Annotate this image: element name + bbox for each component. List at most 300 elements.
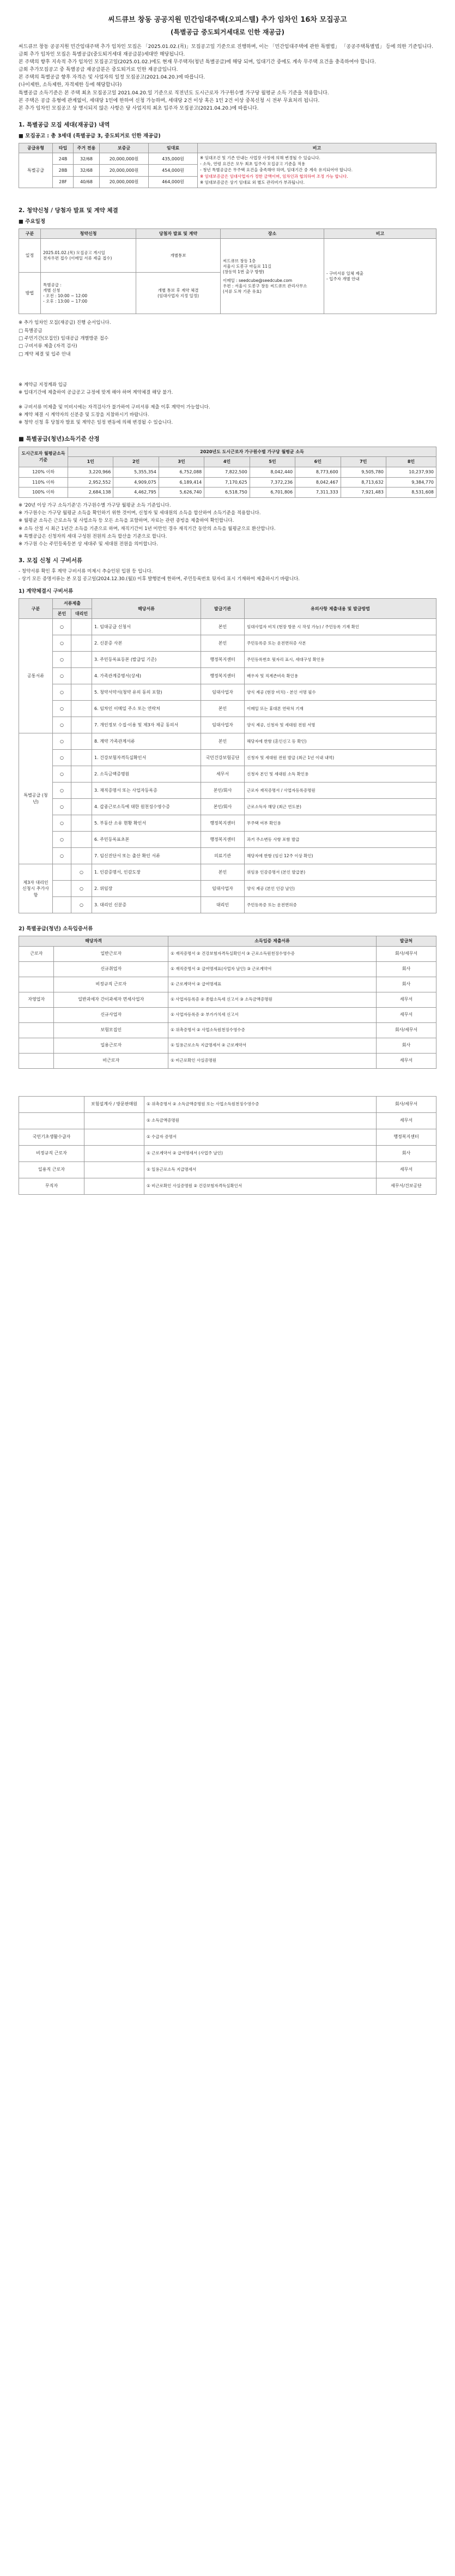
table-cell: ○ [53, 766, 71, 783]
table-cell [41, 273, 136, 314]
table-cell: 40/68 [74, 176, 100, 188]
table-cell: ○ [53, 733, 71, 750]
table-cell [19, 1112, 84, 1129]
table-cell: 무주택 여부 확인용 [245, 815, 436, 832]
cell-line: 개별통보 [170, 252, 186, 258]
table-cell: 5,355,354 [113, 467, 159, 477]
documents-intro: - 청약서류 확인 후 계약 구비서류 미제시 추승인된 입원 등 입니다. [19, 568, 153, 574]
table-cell: 2,952,552 [68, 477, 113, 487]
table-cell: 신청자 및 세대원 전원 발급 (최근 1년 이내 내역) [245, 750, 436, 766]
income-note: ※ 가구원수는 가구당 월평균 소득을 확인하기 위한 것이며, 신청자 및 세대원의 소득을 합산하여 소득기준을 적용합니다. [19, 510, 261, 516]
income-docs-subheading: 2) 특별공급(청년) 소득입증서류 [19, 926, 93, 932]
table-cell: 양식 제공 (현장 비치) - 본인 서명 필수 [245, 684, 436, 701]
table-cell: ○ [71, 897, 92, 913]
table-cell [71, 783, 92, 799]
table-cell: ① 위촉증명서 ② 소득금액증명원 또는 사업소득원천징수영수증 [144, 1096, 377, 1112]
table-cell: 대리인 [201, 897, 245, 913]
table-cell: 세무서 [377, 1007, 436, 1022]
table-cell: 본인/회사 [201, 783, 245, 799]
cell-line: - 오전 : 10:00 ~ 12:00 [43, 293, 88, 298]
table-cell [71, 684, 92, 701]
table-header: 본인 [53, 609, 71, 619]
table-cell: 본인 [201, 619, 245, 635]
table-cell: ① 일용근로소득 지급명세서 [144, 1161, 377, 1178]
table-cell: 행정복지센터 [201, 815, 245, 832]
table-cell: 100% 이하 [19, 487, 68, 498]
table-cell: ① 수급자 증명서 [144, 1129, 377, 1145]
cell-line: (서류 도착 기준 유효) [223, 289, 262, 294]
table-cell: 8,042,440 [250, 467, 295, 477]
income-table [19, 447, 436, 498]
table-cell: 464,000원 [149, 176, 198, 188]
table-cell [71, 668, 92, 684]
remark-line: - 소득, 연령 요건은 모두 최초 입주자 모집공고 기준을 적용 [200, 161, 306, 167]
table-cell [41, 239, 136, 273]
cell-line: 전자우편 접수 (이메일 서류 제출 접수) [43, 255, 112, 261]
table-cell [53, 897, 71, 913]
table-cell: 7,822,500 [204, 467, 250, 477]
table-row [19, 832, 436, 848]
table-cell: 근로자 재직증명서 / 사업자등록증명원 [245, 783, 436, 799]
cell-line: - 입주자 개별 안내 [326, 276, 360, 281]
table-row [19, 1007, 436, 1022]
table-cell [84, 1161, 144, 1178]
table-cell: 국민기초생활수급자 [19, 1129, 84, 1145]
table-row [19, 977, 436, 992]
section-subheading-schedule: ■ 주요일정 [19, 219, 45, 225]
table-header: 해당자격 [19, 936, 168, 947]
table-cell: 28F [53, 176, 74, 188]
table-cell: 행정복지센터 [377, 1129, 436, 1145]
table-cell: 3. 대리인 신분증 [92, 897, 201, 913]
table-cell: 1. 인감증명서, 인감도장 [92, 864, 201, 881]
table-cell [71, 717, 92, 733]
table-cell: 1. 건강보험자격득실확인서 [92, 750, 201, 766]
remark-line: ※ 임대조건 및 기존 안내는 사업장 사정에 의해 변경될 수 있습니다. [200, 155, 320, 161]
group-label: 특별공급 (청년) [19, 733, 53, 864]
table-cell: ① 위촉증명서 ② 사업소득원천징수영수증 [168, 1022, 377, 1038]
table-cell: 일용근로자 [54, 1038, 168, 1053]
group-label: 제3자 대리인 신청시 추가사항 [19, 864, 53, 913]
section-heading-schedule: 2. 청약신청 / 당첨자 발표 및 계약 체결 [19, 207, 118, 214]
table-cell [84, 1129, 144, 1145]
table-cell [221, 239, 324, 314]
table-cell: 본인 [201, 864, 245, 881]
table-cell: 임대사업자 [201, 717, 245, 733]
table-cell: ① 소득금액증명원 [144, 1112, 377, 1129]
table-cell [71, 635, 92, 652]
table-cell: ○ [53, 783, 71, 799]
income-docs-table [19, 936, 436, 1069]
table-cell: 일반과세자 간이과세자 면세사업자 [54, 992, 168, 1007]
process-line: □ 계약 체결 및 입주 안내 [19, 351, 71, 357]
table-cell: 임대사업자 비치 (현장 방문 시 작성 가능) / 주민등록 기재 확인 [245, 619, 436, 635]
table-cell: 8,042,467 [295, 477, 341, 487]
table-cell: 435,000원 [149, 153, 198, 165]
table-cell: 위임용 인감증명서 (본인 발급분) [245, 864, 436, 881]
remark-line: ※ 임대보증금은 임대사업자가 정한 금액이며, 임차인과 협의하여 조정 가능 합니다. [200, 173, 348, 179]
table-cell [71, 652, 92, 668]
table-cell: ○ [53, 668, 71, 684]
supply-table [19, 143, 436, 188]
cell-line: 이메일 : seedcube@seedcube.com [223, 278, 293, 283]
table-row [19, 1112, 436, 1129]
table-cell: 8,531,608 [386, 487, 436, 498]
table-header: 1인 [68, 457, 113, 467]
table-cell: 120% 이하 [19, 467, 68, 477]
table-header: 발급기관 [201, 599, 245, 619]
table-row [19, 652, 436, 668]
table-cell [71, 815, 92, 832]
table-cell: 해당자에 한함 (혼인신고 등 확인) [245, 733, 436, 750]
table-cell: ○ [53, 684, 71, 701]
table-cell: ○ [53, 701, 71, 717]
page-title: 씨드큐브 창동 공공지원 민간임대주택(오피스텔) 추가 임차인 16차 모집공고 [108, 16, 347, 24]
table-cell: 28B [53, 165, 74, 176]
table-cell: 과거 주소변동 사항 포함 발급 [245, 832, 436, 848]
table-cell: 주민등록증 또는 운전면허증 [245, 897, 436, 913]
intro-line: 씨드큐브 창동 공공지원 민간임대주택 추가 임차인 모집은 「2025.01.02.(목)」모집공고일 기준으로 진행하며, 이는 「민간임대주택에 관한 특별법」 「공공주택특별법」 등에 의한 기준입니다. [19, 44, 433, 50]
table-header: 도시근로자 월평균소득 기준 [19, 447, 68, 467]
process-line: □ 특별공급 [19, 328, 43, 334]
table-cell: ○ [71, 881, 92, 897]
table-cell [324, 239, 436, 314]
table-row [19, 783, 436, 799]
table-header: 비고 [198, 143, 436, 153]
table-cell: 방법 [19, 273, 41, 314]
table-cell: 일반근로자 [54, 946, 168, 961]
table-cell: 회사 [377, 961, 436, 977]
table-header: 발급처 [377, 936, 436, 947]
table-cell: ○ [53, 750, 71, 766]
group-label: 공통서류 [19, 619, 53, 733]
table-cell: 5,626,740 [159, 487, 204, 498]
cell-line: - 구비서류 일체 제출 [326, 270, 363, 276]
table-header: 4인 [204, 457, 250, 467]
intro-line: 금회 추가모집공고 중 특별공급 재공급분은 중도퇴거로 인한 재공급입니다. [19, 67, 178, 73]
remark-line: ※ 임대보증금은 상기 임대료 외 별도 관리비가 부과됩니다. [200, 179, 305, 185]
table-cell: 8. 계약 가족관계서류 [92, 733, 201, 750]
section-heading-supply: 1. 특별공급 모집 세대(재공급) 내역 [19, 121, 110, 128]
table-row [19, 1038, 436, 1053]
table-header: 3인 [159, 457, 204, 467]
table-cell: 세무서 [377, 1053, 436, 1068]
table-cell: 10,237,930 [386, 467, 436, 477]
table-cell: 4. 갑종근로소득에 대한 원천징수영수증 [92, 799, 201, 815]
table-cell: 2. 위임장 [92, 881, 201, 897]
table-cell: 행정복지센터 [201, 668, 245, 684]
table-row [19, 992, 436, 1007]
table-cell [71, 750, 92, 766]
table-header: 5인 [250, 457, 295, 467]
section-heading-income: ■ 특별공급(청년)소득기준 산정 [19, 435, 100, 442]
table-row [19, 1096, 436, 1112]
table-header: 2인 [113, 457, 159, 467]
table-cell: 비정규직 근로자 [54, 977, 168, 992]
table-cell: 4,909,075 [113, 477, 159, 487]
table-row [19, 1053, 436, 1068]
cell-line: 씨드큐브 창동 1층 [223, 258, 256, 263]
table-header: 주거 전용 [74, 143, 100, 153]
table-cell: 양식 제공, 신청자 및 세대원 전원 서명 [245, 717, 436, 733]
table-cell: 5. 청약서약서(청약 유의 동의 포함) [92, 684, 201, 701]
table-cell: 본인/회사 [201, 799, 245, 815]
table-header: 타입 [53, 143, 74, 153]
table-cell: 454,000원 [149, 165, 198, 176]
table-cell [19, 1096, 84, 1112]
table-cell: 자영업자 [19, 992, 54, 1007]
documents-table [19, 598, 436, 913]
table-row [19, 701, 436, 717]
table-cell: 특별공급 [19, 153, 53, 188]
table-row [19, 881, 436, 897]
income-note: ※ 월평균 소득은 근로소득 및 사업소득 등 모든 소득을 포함하며, 자료는 관련 증빙을 제출하여 확인합니다. [19, 518, 234, 524]
table-cell: 신규취업자 [54, 961, 168, 977]
table-row [19, 946, 436, 961]
table-cell: 세무서 [377, 992, 436, 1007]
table-row [19, 1161, 436, 1178]
table-cell: ① 사업자등록증 ② 부가가치세 신고서 [168, 1007, 377, 1022]
table-cell: 해당자에 한함 (임신 12주 이상 확인) [245, 848, 436, 864]
table-cell: ① 비근로확인 사실증명원 ② 건강보험자격득실확인서 [144, 1178, 377, 1194]
table-cell: 임대사업자 [201, 881, 245, 897]
table-cell: 110% 이하 [19, 477, 68, 487]
table-cell: 7,170,625 [204, 477, 250, 487]
table-cell: 배우자 및 직계존비속 확인용 [245, 668, 436, 684]
table-cell [19, 1053, 54, 1068]
table-cell: 양식 제공 (본인 인감 날인) [245, 881, 436, 897]
table-row [19, 815, 436, 832]
table-cell [19, 1007, 54, 1022]
table-cell: 6,189,414 [159, 477, 204, 487]
table-cell [53, 864, 71, 881]
table-cell [71, 766, 92, 783]
intro-line: (나이제한, 소득제한, 자격제한 등에 해당합니다) [19, 82, 122, 88]
table-cell: ① 근로계약서 ② 급여명세표 [168, 977, 377, 992]
table-row [19, 848, 436, 864]
table-cell: 회사 [377, 1145, 436, 1161]
income-note: ※ 소득 산정 시 최근 1년간 소득을 기준으로 하며, 재직기간이 1년 미만인 경우 재직기간 동안의 소득을 월평균으로 환산합니다. [19, 526, 276, 532]
table-row [19, 733, 436, 750]
table-cell: 행정복지센터 [201, 652, 245, 668]
table-cell: ① 사업자등록증 ② 종합소득세 신고서 ③ 소득금액증명원 [168, 992, 377, 1007]
table-header: 공급유형 [19, 143, 53, 153]
table-cell [19, 977, 54, 992]
table-cell [84, 1178, 144, 1194]
table-cell: 7,311,333 [295, 487, 341, 498]
cell-line: 서울시 도봉구 마들로 11길 [223, 263, 272, 269]
table-cell: 신청자 본인 및 세대원 소득 확인용 [245, 766, 436, 783]
table-cell: 20,000,000원 [100, 176, 149, 188]
table-cell: 회사/세무서 [377, 946, 436, 961]
intro-line: 본 추가 임차인 모집공고 상 명시되지 않은 사항은 당 사업지의 최초 입주자 모집공고(2021.04.20.)에 따릅니다. [19, 105, 259, 111]
table-cell: 2,684,138 [68, 487, 113, 498]
table-header: 당첨자 발표 및 계약 [136, 228, 221, 239]
table-row [19, 717, 436, 733]
intro-line: 본 주택의 특별공급 향후 자격은 및 사업자의 일정 모집공고(2021.04.20.)에 따릅니다. [19, 75, 205, 81]
table-cell: 1. 임대공급 신청서 [92, 619, 201, 635]
table-header: 6인 [295, 457, 341, 467]
table-cell: 9,384,770 [386, 477, 436, 487]
table-row [19, 619, 436, 635]
table-header: 구분 [19, 228, 41, 239]
intro-line: 본 주택의 향후 지속적 추가 임차인 모집공고일(2025.01.02.)에도 현재 무주택자(청년 특별공급)에 해당 되며, 입대기간 중에도 계속 무주택 요건을 충족하여야 합니다. [19, 59, 376, 65]
table-cell: 7. 임신진단서 또는 출산 확인 서류 [92, 848, 201, 864]
intro-line: 금회 추가 임차인 모집은 특별공급(중도퇴거세대 재공급분)세대만 해당됩니다. [19, 52, 185, 58]
table-cell: 32/68 [74, 153, 100, 165]
intro-line: 특별공급 소득기준은 본 주택 최초 모집공고일 2021.04.20.일 기준으로 직전년도 도시근로자 가구원수별 가구당 월평균 소득 기준을 적용합니다. [19, 90, 329, 96]
table-row [19, 897, 436, 913]
table-cell: 근로자 [19, 946, 54, 961]
table-row [19, 1178, 436, 1194]
table-cell: 4. 가족관계증명서(상세) [92, 668, 201, 684]
table-cell: ○ [53, 848, 71, 864]
table-cell: ① 재직증명서 ② 급여명세표(사업자 날인) ③ 근로계약서 [168, 961, 377, 977]
table-cell: 보험설계사 / 방문판매원 [84, 1096, 144, 1112]
table-row [19, 799, 436, 815]
table-cell: ① 일용근로소득 지급명세서 ② 근로계약서 [168, 1038, 377, 1053]
table-header: 8인 [386, 457, 436, 467]
table-header: 7인 [341, 457, 386, 467]
table-cell: 세무서/건보공단 [377, 1178, 436, 1194]
documents-subheading: 1) 계약체결시 구비서류 [19, 588, 74, 595]
table-cell: 본인 [201, 635, 245, 652]
table-cell: 6. 주민등록표초본 [92, 832, 201, 848]
table-cell: 보험모집인 [54, 1022, 168, 1038]
table-cell [53, 881, 71, 897]
table-cell [84, 1145, 144, 1161]
table-cell: 비근로자 [54, 1053, 168, 1068]
remark-line: - 청년 특별공급은 무주택 요건을 충족해야 하며, 임대기간 중 계속 유지되어야 합니다. [200, 167, 353, 173]
table-cell: 6,701,806 [250, 487, 295, 498]
table-cell: 9,505,780 [341, 467, 386, 477]
table-row [19, 684, 436, 701]
table-cell: 주민등록번호 뒷자리 표시, 세대구성 확인용 [245, 652, 436, 668]
table-header: 대리인 [71, 609, 92, 619]
process-line: □ 구비서류 제출 (자격 검사) [19, 344, 77, 350]
table-cell: ○ [53, 799, 71, 815]
table-cell: 6,518,750 [204, 487, 250, 498]
table-cell: 7. 개인정보 수집·이용 및 제3자 제공 동의서 [92, 717, 201, 733]
table-cell: ① 재직증명서 ② 건강보험자격득실확인서 ③ 근로소득원천징수영수증 [168, 946, 377, 961]
table-cell: 6,752,088 [159, 467, 204, 477]
cell-line: 개별 신청 [43, 287, 60, 293]
table-cell [84, 1112, 144, 1129]
table-cell: ○ [71, 864, 92, 881]
table-cell [136, 273, 221, 314]
table-cell: 세무서 [377, 1161, 436, 1178]
table-header: 청약신청 [41, 228, 136, 239]
intro-block [19, 44, 436, 112]
process-line: □ 주민기간(모집인) 임대공급 개별방문 접수 [19, 336, 109, 342]
note-line: ※ 입대기간에 제출하여 공급공고 규정에 맞게 해야 하며 계약체결 해당 불가. [19, 390, 173, 396]
table-cell: 근로소득자 해당 (최근 연도분) [245, 799, 436, 815]
table-cell: 20,000,000원 [100, 153, 149, 165]
table-cell: 7,372,236 [250, 477, 295, 487]
table-cell: 일용직 근로자 [19, 1161, 84, 1178]
table-cell: ① 근로계약서 ② 급여명세서 (사업주 날인) [144, 1145, 377, 1161]
table-cell: 의료기관 [201, 848, 245, 864]
table-header: 비고 [324, 228, 436, 239]
table-cell [136, 239, 221, 273]
page-subtitle: (특별공급 중도퇴거세대로 인한 재공급) [171, 28, 284, 36]
table-cell: 3. 주민등록표등본 (발급일 기준) [92, 652, 201, 668]
table-cell: 8,773,600 [295, 467, 341, 477]
table-header: 장소 [221, 228, 324, 239]
table-header: 소득입증 제출서류 [168, 936, 377, 947]
remarks-cell [198, 153, 436, 188]
table-header: 해당서류 [92, 599, 201, 619]
extra-docs-table [19, 1096, 436, 1195]
table-row [19, 961, 436, 977]
section-heading-documents: 3. 모집 신청 시 구비서류 [19, 557, 83, 564]
table-row [19, 668, 436, 684]
table-cell [71, 848, 92, 864]
income-note: ※ 가구원 수는 주민등록등본 상 세대주 및 세대원 전원을 의미합니다. [19, 541, 158, 547]
schedule-table [19, 228, 436, 315]
table-cell: 국민건강보험공단 [201, 750, 245, 766]
table-cell [71, 701, 92, 717]
table-row [19, 1145, 436, 1161]
warning-line: ※ 청약 신청 후 당첨자 발표 및 계약은 일정 변동에 의해 변경될 수 있습니다. [19, 420, 173, 426]
table-cell: ○ [53, 635, 71, 652]
table-cell: 20,000,000원 [100, 165, 149, 176]
table-cell: 행정복지센터 [201, 832, 245, 848]
warning-line: ※ 계약 체결 시 계약자의 신분증 및 도장을 지참하시기 바랍니다. [19, 412, 149, 418]
table-cell [71, 799, 92, 815]
section-subheading-supply: ■ 모집공고 : 총 3세대 (특별공급 3, 중도퇴거로 인한 재공급) [19, 133, 161, 139]
table-cell: 본인 [201, 733, 245, 750]
table-cell: 일정 [19, 239, 41, 273]
cell-line: 2025.01.02.(목) 모집공고 게시일 [43, 250, 105, 255]
table-cell: 5. 부동산 소유 현황 확인서 [92, 815, 201, 832]
table-header: 유의사항 제출내용 및 발급방법 [245, 599, 436, 619]
table-cell: 3,220,966 [68, 467, 113, 477]
table-cell: ○ [53, 815, 71, 832]
income-note: ※ '20년 이상 가구 소득기준'은 가구원수별 가구당 월평균 소득 기준입니다. [19, 502, 171, 508]
table-cell: 4,462,795 [113, 487, 159, 498]
cell-line: 우편 : 서울시 도봉구 창동 씨드큐브 관리사무소 [223, 284, 307, 289]
table-cell: 임대사업자 [201, 684, 245, 701]
warning-line: ※ 구비서류 미제출 및 미비시에는 자격검사가 불가하여 구비서류 제출 이후 계약이 가능합니다. [19, 404, 210, 410]
table-cell: ○ [53, 619, 71, 635]
table-cell: 회사 [377, 1038, 436, 1053]
table-header: 임대료 [149, 143, 198, 153]
table-header: 보증금 [100, 143, 149, 153]
table-cell: 32/68 [74, 165, 100, 176]
table-cell: 2. 신분증 사본 [92, 635, 201, 652]
table-cell: 3. 재직증명서 또는 사업자등록증 [92, 783, 201, 799]
table-cell: 회사/세무서 [377, 1096, 436, 1112]
table-cell: 2. 소득금액증명원 [92, 766, 201, 783]
table-cell: 본인 [201, 701, 245, 717]
cell-line: (임대사업자 지정 일정) [157, 293, 199, 298]
table-header: 서류제출 [53, 599, 92, 609]
table-cell: 7,921,483 [341, 487, 386, 498]
table-cell: ① 비근로확인 사실증명원 [168, 1053, 377, 1068]
table-cell: 24B [53, 153, 74, 165]
table-cell: 세무서 [201, 766, 245, 783]
table-cell: ○ [53, 652, 71, 668]
table-cell [19, 961, 54, 977]
table-cell: 이메일 또는 휴대폰 연락처 기재 [245, 701, 436, 717]
cell-line: 개별 통보 후 계약 체결 [157, 287, 199, 293]
table-row [19, 864, 436, 881]
documents-intro: - 상기 모든 증명서류는 본 모집 공고일(2024.12.30.(월)) 이후 발행분에 한하며, 주민등록번호 뒷자리 표시 기재하여 제출하시기 바랍니다. [19, 576, 300, 582]
income-note: ※ 특별공급은 신청자의 세대 구성원 전원의 소득 합산을 기준으로 합니다. [19, 534, 167, 539]
note-line: ※ 계약금 지정계좌 입금 [19, 382, 68, 388]
table-cell: 회사/세무서 [377, 1022, 436, 1038]
